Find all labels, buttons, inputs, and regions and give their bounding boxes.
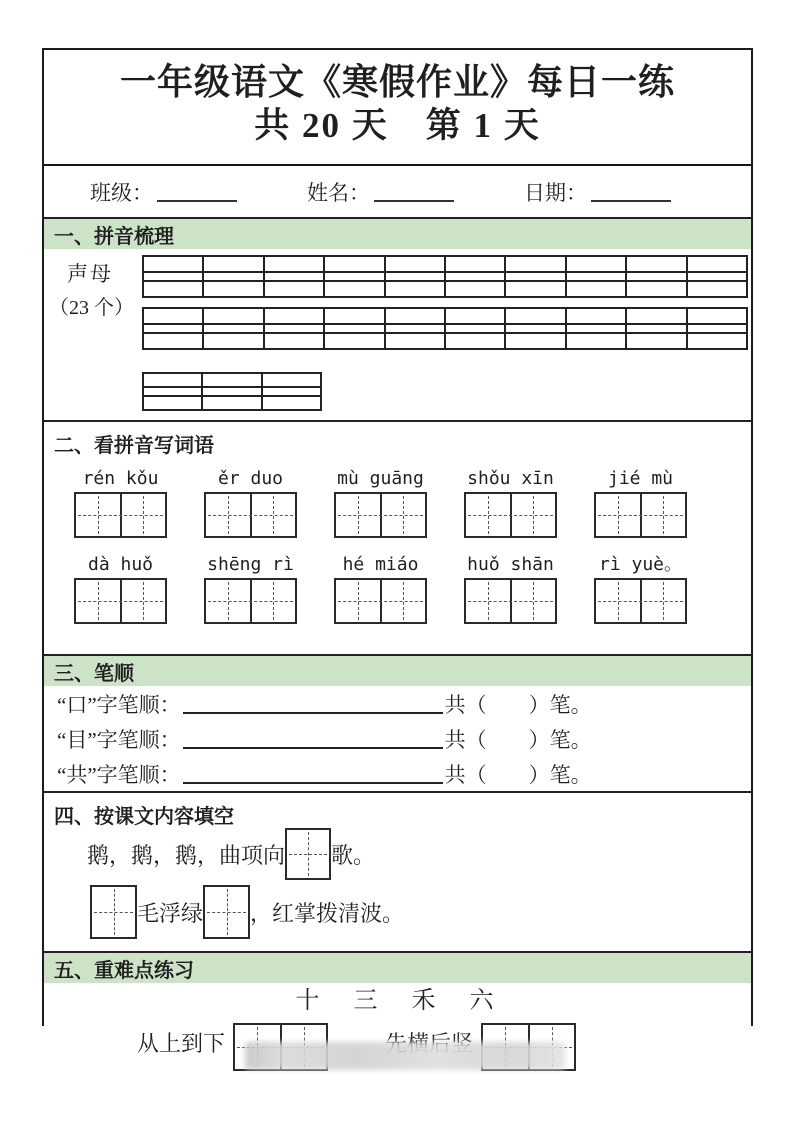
word-row-1 <box>44 466 751 538</box>
grid-cell <box>566 333 626 349</box>
grid-cell <box>687 256 747 272</box>
grid-cell <box>324 281 384 297</box>
stroke-rule-label: 从上到下 <box>137 1031 226 1056</box>
pinyin-label: shēng rì <box>207 554 294 575</box>
grid-cell <box>250 494 296 536</box>
pinyin-label: jié mù <box>607 468 674 489</box>
name-field <box>307 177 454 207</box>
grid-cell <box>626 256 686 272</box>
grid-cell <box>626 308 686 324</box>
grid-cell <box>466 494 510 536</box>
section-2-header: 二、看拼音写词语 <box>54 435 214 457</box>
grid-cell <box>596 494 640 536</box>
grid-cell <box>505 272 565 282</box>
pinyin-label: rén kǒu <box>82 468 159 489</box>
stroke-order-row <box>44 721 751 756</box>
grid-cell <box>385 333 445 349</box>
grid-cell <box>687 333 747 349</box>
grid-cell <box>143 308 203 324</box>
date-blank-line <box>591 180 671 202</box>
grid-cell <box>445 324 505 334</box>
grid-cell <box>203 333 263 349</box>
grid-cell <box>262 387 321 396</box>
worksheet-title: 一年级语文《寒假作业》每日一练 <box>119 62 675 102</box>
stroke-order-row <box>44 686 751 721</box>
grid-cell <box>380 580 426 622</box>
grid-cell <box>626 333 686 349</box>
grid-cell <box>566 272 626 282</box>
grid-cell <box>505 281 565 297</box>
grid-cell <box>336 494 380 536</box>
pinyin-writing-table-3 <box>142 372 322 411</box>
grid-cell <box>264 272 324 282</box>
grid-cell <box>203 272 263 282</box>
grid-cell <box>510 580 556 622</box>
grid-cell <box>566 308 626 324</box>
date-field <box>524 177 671 207</box>
word-block <box>204 466 297 538</box>
writing-grid <box>334 578 427 624</box>
pinyin-label: hé miáo <box>342 554 419 575</box>
grid-cell <box>687 281 747 297</box>
writing-grid <box>74 492 167 538</box>
pinyin-writing-table-1 <box>142 255 748 298</box>
grid-cell <box>206 494 250 536</box>
grid-cell <box>262 396 321 410</box>
writing-grid <box>204 492 297 538</box>
section-3-header: 三、笔顺 <box>44 656 751 686</box>
grid-cell <box>76 580 120 622</box>
grid-cell <box>324 256 384 272</box>
pinyin-label: ěr duo <box>217 468 284 489</box>
section-4-body <box>44 828 751 953</box>
section-2-body <box>44 466 751 656</box>
stroke-count-suffix: 共（ ）笔。 <box>444 692 592 717</box>
pinyin-label: mù guāng <box>337 468 424 489</box>
grid-cell <box>264 324 324 334</box>
grid-cell <box>250 580 296 622</box>
grid-cell <box>687 272 747 282</box>
fill-text-after: ，红掌拨清波。 <box>250 900 405 926</box>
stroke-order-blank-line <box>183 723 443 749</box>
class-blank-line <box>157 180 237 202</box>
grid-cell <box>505 324 565 334</box>
grid-cell <box>202 396 261 410</box>
grid-cell <box>445 308 505 324</box>
class-label: 班级： <box>90 180 153 205</box>
grid-cell <box>264 256 324 272</box>
grid-cell <box>505 333 565 349</box>
grid-cell <box>203 308 263 324</box>
grid-cell <box>264 281 324 297</box>
grid-cell <box>626 281 686 297</box>
grid-cell <box>640 580 686 622</box>
grid-cell <box>203 324 263 334</box>
grid-cell <box>380 494 426 536</box>
stroke-order-blank-line <box>183 688 443 714</box>
stroke-order-label: “目”字笔顺： <box>57 727 181 752</box>
writing-grid <box>464 492 557 538</box>
grid-cell <box>336 580 380 622</box>
grid-cell <box>505 256 565 272</box>
grid-cell <box>687 308 747 324</box>
name-blank-line <box>374 180 454 202</box>
pinyin-label: dà huǒ <box>87 554 154 575</box>
pinyin-label: rì yuè。 <box>598 554 683 575</box>
grid-cell <box>143 396 202 410</box>
grid-cell <box>466 580 510 622</box>
grid-cell <box>143 333 203 349</box>
word-block <box>74 466 167 538</box>
writing-grid <box>594 492 687 538</box>
date-label: 日期： <box>524 180 587 205</box>
grid-cell <box>505 308 565 324</box>
grid-cell <box>566 324 626 334</box>
practice-characters: 十 三 禾 六 <box>295 988 500 1014</box>
section-3-body <box>44 686 751 793</box>
grid-cell <box>262 373 321 387</box>
fill-text-after: 歌。 <box>331 842 376 868</box>
grid-cell <box>385 308 445 324</box>
grid-cell <box>202 387 261 396</box>
word-block <box>74 552 167 624</box>
fill-blank-grid <box>90 885 137 939</box>
initials-label: 声母 <box>67 262 113 286</box>
writing-grid <box>74 578 167 624</box>
stroke-count-suffix: 共（ ）笔。 <box>444 727 592 752</box>
section-1-body <box>44 249 751 422</box>
word-block <box>464 466 557 538</box>
word-block <box>594 466 687 538</box>
grid-cell <box>76 494 120 536</box>
writing-grid <box>594 578 687 624</box>
grid-cell <box>626 324 686 334</box>
grid-cell <box>202 373 261 387</box>
grid-cell <box>324 308 384 324</box>
section-1-header: 一、拼音梳理 <box>44 219 751 249</box>
grid-cell <box>143 324 203 334</box>
watermark <box>245 1042 565 1070</box>
grid-cell <box>143 281 203 297</box>
fill-blank-grid <box>285 828 331 880</box>
pinyin-label: shǒu xīn <box>467 468 554 489</box>
stroke-order-blank-line <box>183 758 443 784</box>
initials-count-label: （23 个） <box>49 297 134 319</box>
grid-cell <box>203 256 263 272</box>
section-4-header: 四、按课文内容填空 <box>54 806 234 828</box>
grid-cell <box>445 281 505 297</box>
word-block <box>464 552 557 624</box>
grid-cell <box>640 494 686 536</box>
grid-cell <box>445 333 505 349</box>
word-block <box>334 466 427 538</box>
stroke-order-label: “共”字笔顺： <box>57 762 181 787</box>
grid-cell <box>206 580 250 622</box>
grid-cell <box>324 324 384 334</box>
name-label: 姓名： <box>307 180 370 205</box>
stroke-count-suffix: 共（ ）笔。 <box>444 762 592 787</box>
fill-line-1 <box>44 828 751 880</box>
grid-cell <box>264 333 324 349</box>
fill-text-mid: 毛浮绿 <box>137 900 204 926</box>
grid-cell <box>385 281 445 297</box>
fill-text-before: 鹅，鹅，鹅，曲项向 <box>87 842 286 868</box>
grid-cell <box>385 256 445 272</box>
fill-blank-grid <box>203 885 250 939</box>
grid-cell <box>626 272 686 282</box>
grid-cell <box>324 333 384 349</box>
grid-cell <box>566 256 626 272</box>
title-block <box>44 60 751 166</box>
grid-cell <box>120 580 166 622</box>
writing-grid <box>204 578 297 624</box>
grid-cell <box>596 580 640 622</box>
pinyin-writing-table-2 <box>142 307 748 350</box>
grid-cell <box>143 387 202 396</box>
grid-cell <box>324 272 384 282</box>
grid-cell <box>510 494 556 536</box>
stroke-order-row <box>44 756 751 791</box>
class-field <box>90 177 237 207</box>
stroke-order-label: “口”字笔顺： <box>57 692 181 717</box>
grid-cell <box>143 272 203 282</box>
worksheet-subtitle: 共 20 天 第 1 天 <box>254 106 541 145</box>
grid-cell <box>445 272 505 282</box>
word-block <box>334 552 427 624</box>
info-row <box>44 166 751 219</box>
grid-cell <box>687 324 747 334</box>
grid-cell <box>143 373 202 387</box>
grid-cell <box>264 308 324 324</box>
section-5-header: 五、重难点练习 <box>44 953 751 983</box>
word-row-2 <box>44 552 751 624</box>
grid-cell <box>120 494 166 536</box>
word-block <box>204 552 297 624</box>
grid-cell <box>566 281 626 297</box>
grid-cell <box>445 256 505 272</box>
grid-cell <box>203 281 263 297</box>
writing-grid <box>464 578 557 624</box>
grid-cell <box>385 324 445 334</box>
fill-line-2 <box>44 885 751 939</box>
word-block <box>594 552 687 624</box>
worksheet-page <box>42 48 753 1056</box>
writing-grid <box>334 492 427 538</box>
grid-cell <box>143 256 203 272</box>
pinyin-label: huǒ shān <box>467 554 554 575</box>
grid-cell <box>385 272 445 282</box>
